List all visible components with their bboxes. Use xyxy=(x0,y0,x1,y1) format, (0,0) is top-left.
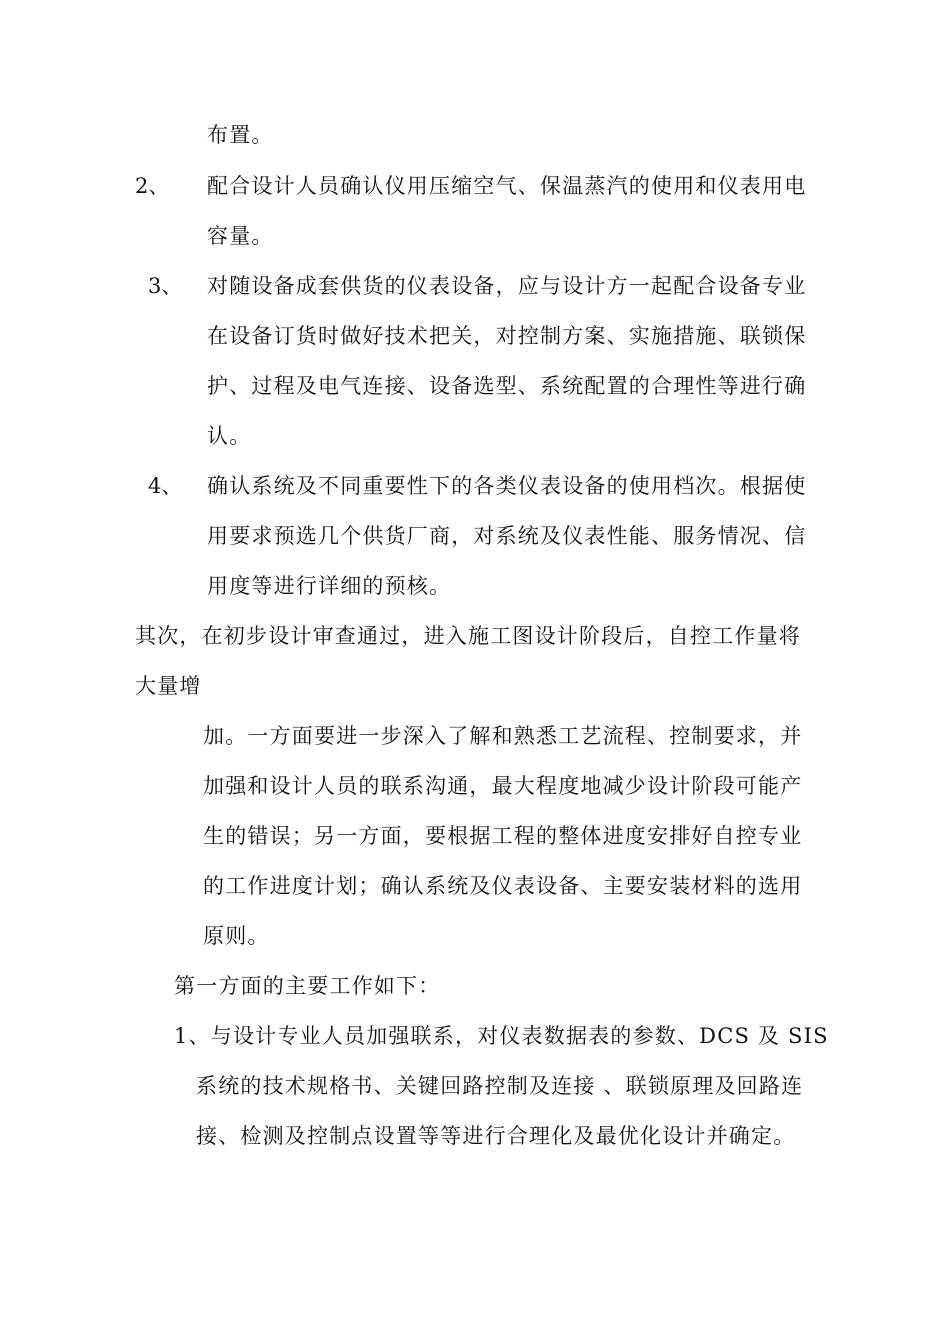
text-line: 其次，在初步设计审查通过，进入施工图设计阶段后，自控工作量将 xyxy=(135,624,801,648)
text-line: 加。一方面要进一步深入了解和熟悉工艺流程、控制要求，并 xyxy=(203,724,803,748)
text-line: 布置。 xyxy=(207,123,274,147)
text-line: 接、检测及控制点设置等等进行合理化及最优化设计并确定。 xyxy=(196,1124,796,1148)
text-line: 的工作进度计划；确认系统及仪表设备、主要安装材料的选用 xyxy=(203,874,803,898)
text-line: 生的错误；另一方面，要根据工程的整体进度安排好自控专业 xyxy=(203,824,803,848)
text-line: 认。 xyxy=(207,424,252,448)
text-line: 加强和设计人员的联系沟通，最大程度地减少设计阶段可能产 xyxy=(203,774,803,798)
text-line: 第一方面的主要工作如下： xyxy=(174,974,441,998)
text-line: 容量。 xyxy=(207,224,274,248)
text-line: 大量增 xyxy=(135,674,202,698)
text-line: 配合设计人员确认仪用压缩空气、保温蒸汽的使用和仪表用电 xyxy=(207,174,807,198)
list-number: 4、 xyxy=(148,474,183,498)
text-line: 1、与设计专业人员加强联系，对仪表数据表的参数、DCS 及 SIS xyxy=(174,1024,829,1048)
list-number: 3、 xyxy=(148,274,183,298)
text-line: 原则。 xyxy=(203,924,270,948)
text-line: 用度等进行详细的预核。 xyxy=(207,574,452,598)
text-line: 在设备订货时做好技术把关，对控制方案、实施措施、联锁保 xyxy=(207,324,807,348)
text-line: 确认系统及不同重要性下的各类仪表设备的使用档次。根据使 xyxy=(207,474,807,498)
text-line: 用要求预选几个供货厂商，对系统及仪表性能、服务情况、信 xyxy=(207,524,807,548)
text-line: 系统的技术规格书、关键回路控制及连接 、联锁原理及回路连 xyxy=(196,1074,804,1098)
text-line: 护、过程及电气连接、设备选型、系统配置的合理性等进行确 xyxy=(207,374,807,398)
text-line: 对随设备成套供货的仪表设备，应与设计方一起配合设备专业 xyxy=(207,274,807,298)
list-number: 2、 xyxy=(135,174,170,198)
